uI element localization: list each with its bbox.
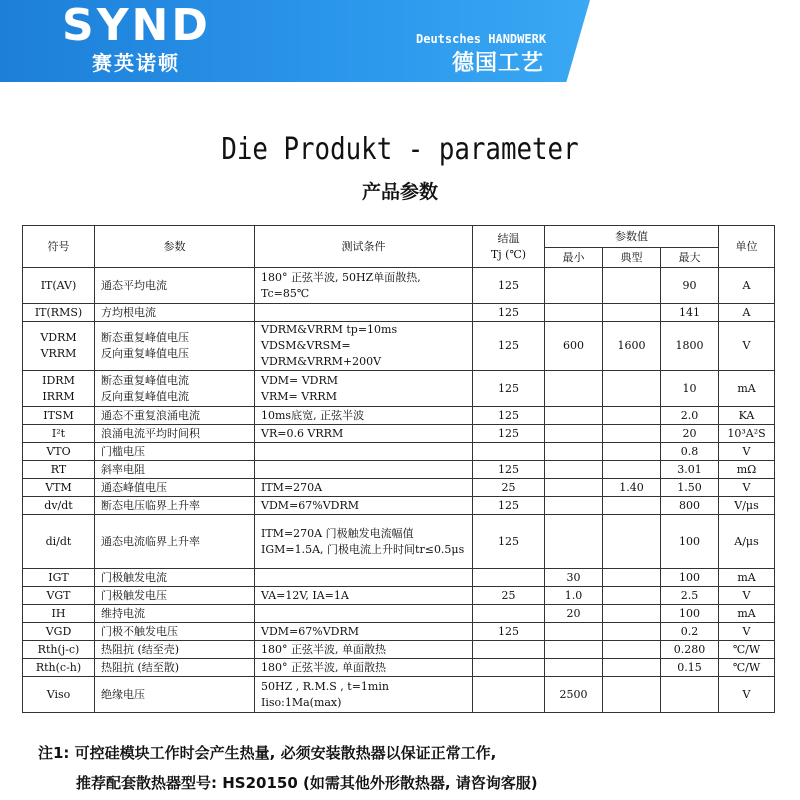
cell-typ [603,659,661,677]
table-row [23,443,775,461]
cell-condition [255,605,473,623]
cell-condition [255,461,473,479]
cell-condition [255,659,473,677]
cell-param-text: 门槛电压 [101,444,145,458]
cell-max [661,587,719,605]
cell-symbol [23,587,95,605]
cell-param-text: 通态峰值电压 [101,480,167,494]
cell-max-text: 3.01 [677,462,702,476]
table-row [23,587,775,605]
cell-tj-text: 125 [498,278,519,292]
cell-max [661,322,719,371]
cell-typ [603,322,661,371]
cell-min [545,587,603,605]
cell-typ [603,425,661,443]
cell-unit-text: V [742,588,751,602]
cell-param-text: 维持电流 [101,606,145,620]
cell-unit-text: V [742,339,751,352]
cell-min [545,515,603,569]
cell-unit [719,371,775,407]
cell-symbol-text: IDRM [42,373,75,387]
cell-max [661,479,719,497]
cell-min [545,605,603,623]
cell-symbol [23,497,95,515]
cell-symbol-text: Rth(j-c) [37,642,80,656]
cell-unit [719,497,775,515]
cell-condition-text: ITM=270A 门极触发电流幅值IGM=1.5A, 门极电流上升时间tr≤0.5μs [261,526,465,556]
cell-typ [603,371,661,407]
cell-param [95,322,255,371]
cell-min [545,623,603,641]
cell-typ [603,443,661,461]
cell-min [545,443,603,461]
cell-max-text: 100 [679,570,700,584]
cell-max [661,443,719,461]
cell-max [661,407,719,425]
cell-max-text: 1.50 [677,480,702,494]
cell-condition [255,322,473,371]
cell-typ [603,605,661,623]
cell-tj [473,304,545,322]
cell-tj-text: 125 [498,534,519,548]
table-row [23,268,775,304]
cell-param [95,623,255,641]
cell-typ [603,515,661,569]
cell-symbol [23,425,95,443]
cell-max [661,371,719,407]
cell-condition-text: VDRM&VRRM tp=10ms [261,323,398,336]
cell-symbol-text: Rth(c-h) [35,660,82,674]
cell-symbol [23,623,95,641]
cell-tj [473,569,545,587]
cell-min [545,659,603,677]
cell-tj [473,322,545,371]
cell-param-text: 断态电压临界上升率 [101,498,200,512]
cell-min-text: 20 [566,606,581,620]
cell-max [661,677,719,713]
cell-unit-text: ℃/W [732,642,761,656]
cell-tj-text: 25 [501,588,516,602]
cell-max-text: 0.8 [680,444,699,458]
table-row [23,515,775,569]
cell-min [545,497,603,515]
cell-symbol [23,407,95,425]
cell-unit [719,407,775,425]
cell-min [545,322,603,371]
table-row [23,425,775,443]
cell-tj [473,443,545,461]
cell-unit-text: mA [737,381,756,395]
cell-condition-text: 10ms底宽, 正弦半波 [261,408,365,422]
cell-symbol-text: VDRM [40,331,77,344]
cell-tj [473,268,545,304]
cell-max [661,605,719,623]
cell-param [95,587,255,605]
cell-unit-text: 10³A²S [727,426,766,440]
cell-min [545,268,603,304]
cell-symbol-text: VTM [45,480,72,494]
table-row [23,677,775,713]
cell-condition [255,515,473,569]
cell-symbol [23,479,95,497]
cell-condition [255,641,473,659]
cell-min [545,425,603,443]
cell-symbol [23,304,95,322]
cell-min-text: 2500 [559,687,588,701]
cell-max [661,569,719,587]
cell-max-text: 10 [682,381,697,395]
cell-max-text: 800 [679,498,700,512]
cell-condition [255,443,473,461]
cell-unit-text: mA [737,606,756,620]
cell-param-text: 通态电流临界上升率 [101,534,200,548]
cell-typ [603,304,661,322]
table-row [23,371,775,407]
page-title: Die Produkt - parameter [221,132,579,167]
cell-condition-text: Iiso:1Ma(max) [261,695,342,709]
cell-unit [719,659,775,677]
cell-tj [473,479,545,497]
table-row [23,479,775,497]
cell-min-text: 600 [563,339,584,352]
cell-unit [719,587,775,605]
cell-param-text: 断态重复峰值电压 [101,331,189,344]
cell-typ [603,479,661,497]
table-row [23,322,775,371]
cell-tj [473,677,545,713]
cell-typ [603,268,661,304]
cell-symbol [23,605,95,623]
table-row [23,407,775,425]
header-symbol: 符号 [23,226,95,268]
cell-min-text: 1.0 [564,588,583,602]
cell-condition-text: VRM= VRRM [261,389,337,403]
cell-unit-text: A/μs [734,534,759,548]
cell-param-text: 通态平均电流 [101,278,167,292]
cell-symbol-text: ITSM [43,408,74,422]
cell-min [545,371,603,407]
cell-tj-text: 125 [498,381,519,395]
header-min: 最小 [545,248,603,268]
cell-param [95,425,255,443]
cell-symbol [23,371,95,407]
cell-unit [719,322,775,371]
cell-unit [719,623,775,641]
cell-tj [473,515,545,569]
cell-condition [255,479,473,497]
cell-unit-text: KA [738,408,755,422]
header-values: 参数值 [545,226,719,248]
cell-min [545,677,603,713]
cell-condition [255,587,473,605]
cell-symbol [23,569,95,587]
cell-unit [719,443,775,461]
cell-symbol [23,322,95,371]
cell-symbol-text: VGD [45,624,72,638]
cell-typ [603,623,661,641]
cell-max-text: 100 [679,534,700,548]
cell-tj-text: 125 [498,305,519,319]
cell-symbol-text: IH [51,606,66,620]
cell-unit-text: A [742,305,751,319]
cell-param [95,443,255,461]
cell-unit-text: mA [737,570,756,584]
cell-condition-text: VR=0.6 VRRM [261,426,344,440]
cell-tj [473,659,545,677]
cell-max-text: 2.5 [680,588,699,602]
cell-condition-text: 180° 正弦半波, 50HZ单面散热, Tc=85℃ [261,270,421,300]
cell-tj-text: 125 [498,624,519,638]
parameter-table [22,225,775,713]
cell-condition [255,407,473,425]
table-row [23,641,775,659]
cell-unit [719,425,775,443]
cell-tj [473,407,545,425]
cell-param-text: 门极触发电流 [101,570,167,584]
header-banner [0,0,800,82]
cell-symbol-text: VGT [46,588,71,602]
cell-condition-text: VDM=67%VDRM [261,498,360,512]
cell-unit-text: mΩ [736,462,757,476]
cell-condition [255,569,473,587]
cell-param-text: 断态重复峰值电流 [101,373,189,387]
cell-unit-text: V [742,444,751,458]
cell-condition-text: ITM=270A [261,480,323,494]
cell-condition-text: 180° 正弦半波, 单面散热 [261,660,386,674]
header-max: 最大 [661,248,719,268]
cell-typ [603,497,661,515]
cell-param-text: 反向重复峰值电压 [101,347,189,360]
header-junction-temp [473,226,545,268]
table-row [23,569,775,587]
cell-param-text: 绝缘电压 [101,687,145,701]
cell-param [95,677,255,713]
cell-tj-text: 25 [501,480,516,494]
cell-param [95,497,255,515]
footer-note [38,738,778,798]
cell-symbol [23,641,95,659]
cell-symbol [23,677,95,713]
cell-param [95,407,255,425]
header-condition: 测试条件 [255,226,473,268]
cell-tj [473,425,545,443]
header-tj-top: 结温 [497,231,520,245]
cell-max-text: 0.2 [680,624,699,638]
brand-logo: SYND [62,0,211,51]
cell-symbol-text: RT [50,462,67,476]
cell-min [545,461,603,479]
cell-min [545,479,603,497]
cell-max-text: 1800 [675,339,704,352]
cell-symbol [23,659,95,677]
cell-min-text: 30 [566,570,581,584]
cell-param [95,515,255,569]
cell-max-text: 20 [682,426,697,440]
cell-condition-text: 50HZ , R.M.S , t=1min [261,679,389,693]
cell-typ-text: 1600 [617,339,646,352]
table-row [23,659,775,677]
cell-max [661,304,719,322]
cell-unit [719,569,775,587]
cell-symbol [23,461,95,479]
cell-unit-text: V [742,480,751,494]
cell-param-text: 热阻抗 (结至壳) [101,642,180,656]
cell-condition-text: 180° 正弦半波, 单面散热 [261,642,386,656]
cell-tj [473,461,545,479]
cell-symbol [23,443,95,461]
header-typ: 典型 [603,248,661,268]
cell-tj-text: 125 [498,426,519,440]
cell-param [95,641,255,659]
cell-condition [255,268,473,304]
cell-condition-text: VA=12V, IA=1A [261,588,349,602]
cell-unit-text: V [742,624,751,638]
cell-unit [719,515,775,569]
cell-param [95,268,255,304]
cell-typ [603,569,661,587]
cell-unit-text: A [742,278,751,292]
cell-param-text: 门极触发电压 [101,588,167,602]
cell-unit-text: V/μs [734,498,759,512]
cell-typ [603,677,661,713]
table-row [23,605,775,623]
cell-typ [603,407,661,425]
cell-symbol-text: I²t [51,426,66,440]
cell-unit [719,479,775,497]
cell-symbol-text: VTO [46,444,71,458]
cell-param [95,461,255,479]
cell-unit [719,605,775,623]
cell-typ [603,587,661,605]
cell-condition [255,304,473,322]
cell-min [545,407,603,425]
cell-param-text: 浪涌电流平均时间积 [101,426,200,440]
craft-slogan-en: Deutsches HANDWERK [416,32,547,46]
cell-min [545,569,603,587]
header-param: 参数 [95,226,255,268]
cell-typ [603,641,661,659]
note-line-1: 注1: 可控硅模块工作时会产生热量, 必须安装散热器以保证正常工作, [38,744,497,762]
cell-condition [255,623,473,641]
cell-tj [473,497,545,515]
cell-max-text: 100 [679,606,700,620]
header-tj-bottom: Tj (℃) [490,247,527,261]
cell-param-text: 通态不重复浪涌电流 [101,408,200,422]
cell-max [661,425,719,443]
cell-condition-text: VDM= VDRM [261,373,339,387]
cell-tj-text: 125 [498,462,519,476]
cell-condition [255,371,473,407]
cell-max [661,497,719,515]
cell-max [661,641,719,659]
cell-param [95,659,255,677]
cell-symbol-text: di/dt [45,534,72,548]
cell-condition [255,497,473,515]
cell-symbol-text: IT(AV) [40,278,77,292]
cell-max [661,659,719,677]
cell-unit [719,641,775,659]
cell-condition [255,425,473,443]
brand-name-cn: 赛英诺顿 [92,51,180,75]
cell-max [661,461,719,479]
cell-tj-text: 125 [498,498,519,512]
cell-param-text: 斜率电阻 [101,462,145,476]
cell-param-text: 门极不触发电压 [101,624,178,638]
cell-param-text: 方均根电流 [101,305,156,319]
cell-max [661,623,719,641]
cell-symbol-text: IRRM [42,389,75,403]
cell-unit [719,268,775,304]
cell-typ [603,461,661,479]
parameter-table-body [23,268,775,713]
cell-symbol [23,515,95,569]
cell-tj [473,605,545,623]
cell-symbol [23,268,95,304]
cell-param [95,304,255,322]
cell-min [545,304,603,322]
table-row [23,461,775,479]
cell-symbol-text: Viso [46,687,71,701]
cell-max-text: 0.280 [673,642,706,656]
cell-max [661,268,719,304]
cell-unit [719,304,775,322]
table-row [23,623,775,641]
cell-unit-text: ℃/W [732,660,761,674]
cell-typ-text: 1.40 [619,480,644,494]
cell-min [545,641,603,659]
page-subtitle: 产品参数 [361,181,438,203]
cell-max-text: 2.0 [680,408,699,422]
header-unit: 单位 [719,226,775,268]
note-line-2: 推荐配套散热器型号: HS20150 (如需其他外形散热器, 请咨询客服) [76,774,538,792]
cell-param [95,569,255,587]
cell-condition-text: VDM=67%VDRM [261,624,360,638]
cell-unit-text: V [742,687,751,701]
cell-max-text: 0.15 [677,660,702,674]
cell-symbol-text: VRRM [40,347,77,360]
cell-max-text: 141 [679,305,700,319]
cell-tj-text: 125 [498,339,519,352]
cell-param-text: 热阻抗 (结至散) [101,660,180,674]
cell-tj [473,371,545,407]
cell-symbol-text: dv/dt [44,498,73,512]
craft-slogan-cn: 德国工艺 [452,51,545,76]
cell-param [95,605,255,623]
cell-tj [473,587,545,605]
cell-symbol-text: IGT [48,570,69,584]
cell-max-text: 90 [682,278,697,292]
table-row [23,304,775,322]
table-row [23,497,775,515]
cell-unit [719,677,775,713]
cell-max [661,515,719,569]
cell-symbol-text: IT(RMS) [34,305,83,319]
cell-tj [473,641,545,659]
cell-tj-text: 125 [498,408,519,422]
cell-condition-text: VDSM&VRSM= VDRM&VRRM+200V [261,339,382,368]
cell-param [95,371,255,407]
cell-tj [473,623,545,641]
cell-condition [255,677,473,713]
cell-unit [719,461,775,479]
cell-param-text: 反向重复峰值电流 [101,389,189,403]
cell-param [95,479,255,497]
